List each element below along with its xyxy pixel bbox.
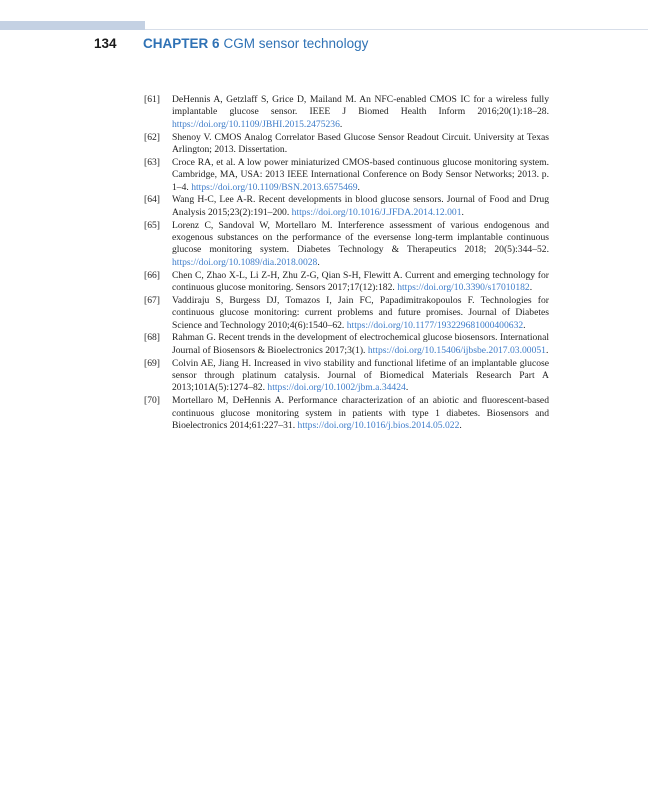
reference-item-69 <box>144 358 549 395</box>
reference-item-70 <box>144 395 549 432</box>
reference-tail: . <box>529 282 533 294</box>
reference-number: [68] <box>144 332 160 344</box>
reference-tail: . <box>405 382 409 394</box>
reference-text: Lorenz C, Sandoval W, Mortellaro M. Interference assessment of various endogenous and exogenous substances on the performance of the eversense long-term implantable continuous glucose monitoring system. Diabetes Technology & Therapeutics 2018; 20(5):344–52. <box>172 219 549 256</box>
reference-item-66 <box>144 270 549 295</box>
reference-text: Shenoy V. CMOS Analog Correlator Based Glucose Sensor Readout Circuit. University at Texas Arlington; 2013. Dissertation. <box>172 131 549 156</box>
reference-doi-link[interactable]: https://doi.org/10.1177/193229681000400632 <box>346 319 524 331</box>
header-accent-bar <box>0 21 145 30</box>
reference-doi-link[interactable]: https://doi.org/10.15406/ijbsbe.2017.03.00051 <box>367 344 546 356</box>
reference-text: Mortellaro M, DeHennis A. Performance characterization of an abiotic and fluorescent-based continuous glucose monitoring system in patients with type 1 diabetes. Biosensors and Bioelectronics 2014;61:227–31. <box>172 395 549 432</box>
reference-number: [67] <box>144 294 160 306</box>
reference-number: [66] <box>144 269 160 281</box>
reference-text: Colvin AE, Jiang H. Increased in vivo stability and functional lifetime of an implantable glucose sensor through platinum catalysis. Journal of Biomedical Materials Research Part A 2013;101A(5):1274–82. <box>172 357 549 394</box>
reference-tail: . <box>317 256 320 268</box>
reference-text: Chen C, Zhao X-L, Li Z-H, Zhu Z-G, Qian S-H, Flewitt A. Current and emerging technology for continuous glucose monitoring. Sensors 2017;17(12):182. <box>172 269 549 294</box>
reference-item-67 <box>144 295 549 332</box>
reference-item-63 <box>144 157 549 194</box>
reference-doi-link[interactable]: https://doi.org/10.1016/J.JFDA.2014.12.001 <box>291 206 462 218</box>
reference-text: Vaddiraju S, Burgess DJ, Tomazos I, Jain FC, Papadimitrakopoulos F. Technologies for continuous glucose monitoring: current problems and future promises. Journal of Diabetes Science and Technology 2010;4(6):1540–62. <box>172 294 549 331</box>
reference-doi-link[interactable]: https://doi.org/10.3390/s17010182 <box>397 282 530 294</box>
reference-item-61 <box>144 94 549 131</box>
reference-item-62 <box>144 132 549 157</box>
chapter-title: CGM sensor technology <box>223 36 369 51</box>
reference-tail: . <box>461 206 464 218</box>
reference-tail: . <box>357 181 360 193</box>
reference-tail: . <box>523 319 526 331</box>
reference-doi-link[interactable]: https://doi.org/10.1002/jbm.a.34424 <box>267 382 406 394</box>
reference-item-65 <box>144 220 549 270</box>
header-rule <box>145 29 648 30</box>
running-header <box>94 35 368 53</box>
reference-text: DeHennis A, Getzlaff S, Grice D, Mailand M. An NFC-enabled CMOS IC for a wireless fully implantable glucose sensor. IEEE J Biomed Health Inform 2016;20(1):18–28. <box>172 94 549 118</box>
reference-number: [64] <box>144 194 160 206</box>
reference-doi-link[interactable]: https://doi.org/10.1016/j.bios.2014.05.022 <box>297 420 460 432</box>
reference-number: [69] <box>144 357 160 369</box>
reference-item-68 <box>144 332 549 357</box>
reference-number: [61] <box>144 94 160 105</box>
reference-number: [70] <box>144 395 160 407</box>
page-number: 134 <box>94 36 117 51</box>
reference-number: [63] <box>144 156 160 168</box>
reference-text: Croce RA, et al. A low power miniaturized CMOS-based continuous glucose monitoring system. Cambridge, MA, USA: 2013 IEEE International Conference on Body Sensor Networks; 2013. p. 1–4. <box>172 156 549 193</box>
chapter-label: CHAPTER 6 <box>143 36 220 51</box>
reference-doi-link[interactable]: https://doi.org/10.1089/dia.2018.0028 <box>172 256 318 268</box>
reference-number: [65] <box>144 219 160 231</box>
reference-text: Rahman G. Recent trends in the development of electrochemical glucose biosensors. International Journal of Biosensors & Bioelectronics 2017;3(1). <box>172 332 549 356</box>
reference-number: [62] <box>144 131 160 143</box>
reference-tail: . <box>545 344 549 356</box>
reference-tail: . <box>339 118 343 130</box>
reference-item-64 <box>144 194 549 219</box>
reference-list <box>144 94 549 433</box>
reference-doi-link[interactable]: https://doi.org/10.1109/JBHI.2015.2475236 <box>172 118 340 130</box>
reference-text: Wang H-C, Lee A-R. Recent developments in blood glucose sensors. Journal of Food and Drug Analysis 2015;23(2):191–200. <box>172 194 549 218</box>
reference-doi-link[interactable]: https://doi.org/10.1109/BSN.2013.6575469 <box>191 181 358 193</box>
reference-tail: . <box>459 420 462 432</box>
